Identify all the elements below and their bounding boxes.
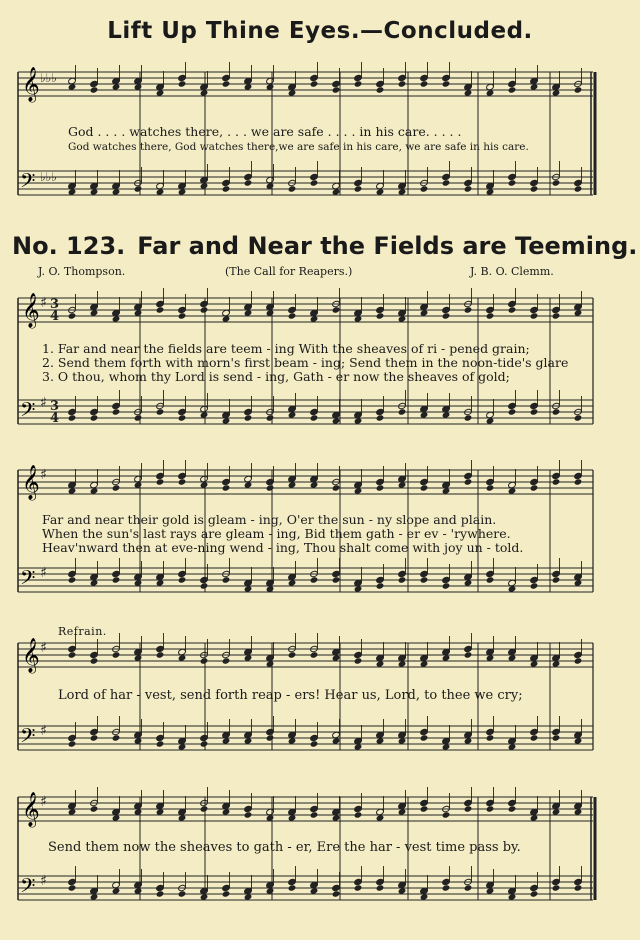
note-head bbox=[156, 734, 165, 741]
note-head bbox=[486, 570, 495, 577]
note-head bbox=[134, 185, 143, 192]
staff-treble-1 bbox=[18, 293, 593, 329]
note-head bbox=[178, 576, 187, 583]
note-head bbox=[288, 312, 297, 319]
note-head bbox=[112, 651, 121, 658]
note-head bbox=[530, 179, 539, 186]
note-head bbox=[574, 478, 583, 485]
note-head bbox=[442, 878, 451, 885]
note-head bbox=[112, 734, 121, 741]
note-head bbox=[464, 306, 473, 313]
staff-treble-4 bbox=[18, 792, 593, 828]
note-head bbox=[398, 408, 407, 415]
note-head bbox=[354, 884, 363, 891]
note-head bbox=[90, 728, 99, 735]
note-head bbox=[464, 805, 473, 812]
svg-text:♯: ♯ bbox=[40, 873, 47, 889]
staff-treble-3 bbox=[18, 638, 593, 674]
note-head bbox=[288, 306, 297, 313]
note-head bbox=[420, 478, 429, 485]
note-head bbox=[244, 805, 253, 812]
note-head bbox=[68, 884, 77, 891]
note-head bbox=[156, 740, 165, 747]
note-head bbox=[508, 799, 517, 806]
svg-text:3: 3 bbox=[50, 399, 60, 414]
note-head bbox=[486, 805, 495, 812]
note-head bbox=[310, 179, 319, 186]
composer: J. B. O. Clemm. bbox=[470, 265, 554, 278]
note-head bbox=[552, 408, 561, 415]
note-head bbox=[508, 179, 517, 186]
top-lyrics-line-2: God watches there, God watches there,we are safe in his care, we are safe in his care. bbox=[68, 141, 529, 153]
note-head bbox=[552, 878, 561, 885]
note-head bbox=[376, 80, 385, 87]
note-head bbox=[376, 306, 385, 313]
note-head bbox=[508, 306, 517, 313]
note-head bbox=[354, 179, 363, 186]
staff-treble-a bbox=[18, 67, 593, 103]
note-head bbox=[68, 414, 77, 421]
note-head bbox=[376, 478, 385, 485]
note-head bbox=[310, 80, 319, 87]
note-head bbox=[310, 173, 319, 180]
note-head bbox=[574, 179, 583, 186]
note-head bbox=[552, 306, 561, 313]
note-head bbox=[508, 300, 517, 307]
note-head bbox=[222, 478, 231, 485]
note-head bbox=[310, 74, 319, 81]
note-head bbox=[508, 805, 517, 812]
note-head bbox=[530, 478, 539, 485]
note-head bbox=[310, 414, 319, 421]
note-head bbox=[332, 576, 341, 583]
note-head bbox=[266, 414, 275, 421]
note-head bbox=[508, 402, 517, 409]
note-head bbox=[178, 414, 187, 421]
note-head bbox=[508, 408, 517, 415]
note-head bbox=[442, 312, 451, 319]
note-head bbox=[530, 728, 539, 735]
note-head bbox=[442, 74, 451, 81]
note-head bbox=[112, 576, 121, 583]
note-head bbox=[420, 570, 429, 577]
staff-bass-2 bbox=[18, 566, 593, 594]
note-head bbox=[530, 408, 539, 415]
note-head bbox=[552, 478, 561, 485]
note-head bbox=[574, 657, 583, 664]
note-head bbox=[178, 306, 187, 313]
note-head bbox=[420, 734, 429, 741]
note-head bbox=[156, 300, 165, 307]
staff-treble-2 bbox=[18, 465, 593, 501]
note-head bbox=[266, 484, 275, 491]
note-head bbox=[200, 657, 209, 664]
note-head bbox=[90, 86, 99, 93]
note-head bbox=[68, 408, 77, 415]
note-head bbox=[310, 576, 319, 583]
note-head bbox=[178, 570, 187, 577]
note-head bbox=[486, 728, 495, 735]
note-head bbox=[508, 173, 517, 180]
system2-verse2: When the sun's last rays are gleam - ing, Bid them gath - er ev - 'rywhere. bbox=[42, 526, 511, 541]
note-head bbox=[222, 884, 231, 891]
note-head bbox=[288, 651, 297, 658]
note-head bbox=[398, 570, 407, 577]
note-head bbox=[530, 582, 539, 589]
note-head bbox=[486, 734, 495, 741]
note-head bbox=[420, 576, 429, 583]
note-head bbox=[376, 86, 385, 93]
note-head bbox=[222, 576, 231, 583]
note-head bbox=[420, 74, 429, 81]
note-head bbox=[464, 651, 473, 658]
note-head bbox=[178, 408, 187, 415]
note-head bbox=[464, 645, 473, 652]
note-head bbox=[310, 408, 319, 415]
staff-bass-4 bbox=[18, 874, 593, 902]
note-head bbox=[354, 878, 363, 885]
hymn-title: Far and Near the Fields are Teeming. bbox=[137, 232, 638, 260]
note-head bbox=[266, 478, 275, 485]
note-head bbox=[354, 651, 363, 658]
note-head bbox=[222, 890, 231, 897]
hymn-heading bbox=[12, 232, 637, 260]
note-head bbox=[376, 414, 385, 421]
note-head bbox=[200, 734, 209, 741]
note-head bbox=[376, 878, 385, 885]
note-head bbox=[552, 576, 561, 583]
system1-verse3: 3. O thou, whom thy Lord is send - ing, Gath - er now the sheaves of gold; bbox=[42, 369, 510, 384]
note-head bbox=[112, 402, 121, 409]
svg-text:4: 4 bbox=[50, 309, 60, 324]
system1-verse2: 2. Send them forth with morn's first beam - ing; Send them in the noon-tide's glare bbox=[42, 355, 569, 370]
note-head bbox=[442, 80, 451, 87]
note-head bbox=[90, 657, 99, 664]
note-head bbox=[178, 312, 187, 319]
note-head bbox=[376, 576, 385, 583]
note-head bbox=[222, 74, 231, 81]
note-head bbox=[486, 484, 495, 491]
note-head bbox=[310, 651, 319, 658]
note-head bbox=[178, 890, 187, 897]
refrain-label: Refrain. bbox=[58, 625, 107, 638]
note-head bbox=[376, 582, 385, 589]
note-head bbox=[310, 734, 319, 741]
note-head bbox=[486, 312, 495, 319]
note-head bbox=[486, 306, 495, 313]
staff-bass-3 bbox=[18, 724, 593, 752]
svg-text:𝄢: 𝄢 bbox=[20, 169, 36, 197]
note-head bbox=[442, 173, 451, 180]
note-head bbox=[574, 472, 583, 479]
note-head bbox=[68, 740, 77, 747]
note-head bbox=[68, 570, 77, 577]
note-head bbox=[112, 484, 121, 491]
note-head bbox=[464, 185, 473, 192]
note-head bbox=[288, 884, 297, 891]
note-head bbox=[464, 472, 473, 479]
note-head bbox=[574, 414, 583, 421]
svg-text:𝄢: 𝄢 bbox=[20, 874, 36, 902]
note-head bbox=[442, 179, 451, 186]
note-head bbox=[420, 80, 429, 87]
note-head bbox=[420, 484, 429, 491]
note-head bbox=[486, 576, 495, 583]
note-head bbox=[508, 86, 517, 93]
hymn-number: No. 123. bbox=[12, 232, 126, 260]
system2-verse3: Heav'nward then at eve-ning wend - ing, Thou shalt come with joy un - told. bbox=[42, 540, 524, 555]
note-head bbox=[486, 799, 495, 806]
note-head bbox=[266, 728, 275, 735]
note-head bbox=[200, 576, 209, 583]
note-head bbox=[530, 402, 539, 409]
note-head bbox=[178, 472, 187, 479]
note-head bbox=[310, 811, 319, 818]
note-head bbox=[332, 884, 341, 891]
note-head bbox=[464, 884, 473, 891]
note-head bbox=[420, 185, 429, 192]
note-head bbox=[354, 657, 363, 664]
svg-text:𝄞: 𝄞 bbox=[22, 293, 40, 328]
note-head bbox=[354, 74, 363, 81]
note-head bbox=[222, 185, 231, 192]
note-head bbox=[200, 805, 209, 812]
note-head bbox=[420, 728, 429, 735]
note-head bbox=[552, 728, 561, 735]
note-head bbox=[354, 811, 363, 818]
note-head bbox=[464, 414, 473, 421]
note-head bbox=[90, 805, 99, 812]
note-head bbox=[90, 651, 99, 658]
top-title: Lift Up Thine Eyes.—Concluded. bbox=[107, 18, 533, 44]
svg-text:𝄞: 𝄞 bbox=[22, 792, 40, 827]
note-head bbox=[442, 582, 451, 589]
note-head bbox=[420, 805, 429, 812]
note-head bbox=[200, 306, 209, 313]
note-head bbox=[68, 576, 77, 583]
note-head bbox=[68, 734, 77, 741]
top-lyrics-line-1: God . . . . watches there, . . . we are safe . . . . in his care. . . . . bbox=[68, 124, 462, 139]
note-head bbox=[90, 80, 99, 87]
note-head bbox=[376, 312, 385, 319]
note-head bbox=[508, 80, 517, 87]
note-head bbox=[574, 884, 583, 891]
note-head bbox=[200, 582, 209, 589]
note-head bbox=[332, 86, 341, 93]
note-head bbox=[354, 805, 363, 812]
note-head bbox=[222, 657, 231, 664]
note-head bbox=[332, 80, 341, 87]
svg-text:𝄢: 𝄢 bbox=[20, 398, 36, 426]
staff-bass-a bbox=[18, 169, 593, 197]
note-head bbox=[552, 312, 561, 319]
note-head bbox=[90, 408, 99, 415]
note-head bbox=[222, 484, 231, 491]
note-head bbox=[574, 651, 583, 658]
note-head bbox=[68, 645, 77, 652]
note-head bbox=[310, 740, 319, 747]
note-head bbox=[552, 472, 561, 479]
svg-text:𝄞: 𝄞 bbox=[22, 465, 40, 500]
note-head bbox=[354, 185, 363, 192]
svg-text:♭♭♭: ♭♭♭ bbox=[40, 170, 57, 184]
note-head bbox=[200, 300, 209, 307]
svg-text:𝄞: 𝄞 bbox=[22, 638, 40, 673]
note-head bbox=[464, 179, 473, 186]
note-head bbox=[376, 484, 385, 491]
note-head bbox=[112, 570, 121, 577]
lyricist: J. O. Thompson. bbox=[38, 265, 126, 278]
note-head bbox=[530, 484, 539, 491]
note-head bbox=[530, 884, 539, 891]
svg-text:𝄞: 𝄞 bbox=[22, 67, 40, 102]
note-head bbox=[156, 884, 165, 891]
note-head bbox=[68, 878, 77, 885]
note-head bbox=[574, 86, 583, 93]
note-head bbox=[178, 74, 187, 81]
note-head bbox=[332, 570, 341, 577]
note-head bbox=[244, 414, 253, 421]
note-head bbox=[244, 811, 253, 818]
note-head bbox=[420, 799, 429, 806]
note-head bbox=[156, 472, 165, 479]
note-head bbox=[288, 878, 297, 885]
note-head bbox=[530, 576, 539, 583]
note-head bbox=[574, 878, 583, 885]
note-head bbox=[244, 408, 253, 415]
note-head bbox=[332, 306, 341, 313]
note-head bbox=[486, 478, 495, 485]
note-head bbox=[442, 576, 451, 583]
note-head bbox=[354, 80, 363, 87]
svg-text:♭♭♭: ♭♭♭ bbox=[40, 71, 57, 85]
note-head bbox=[112, 408, 121, 415]
note-head bbox=[156, 408, 165, 415]
note-head bbox=[464, 799, 473, 806]
note-head bbox=[464, 478, 473, 485]
note-head bbox=[244, 179, 253, 186]
note-head bbox=[530, 185, 539, 192]
note-head bbox=[266, 734, 275, 741]
note-head bbox=[398, 80, 407, 87]
note-head bbox=[288, 185, 297, 192]
svg-text:♯: ♯ bbox=[40, 467, 47, 483]
note-head bbox=[90, 734, 99, 741]
note-head bbox=[530, 734, 539, 741]
note-head bbox=[134, 414, 143, 421]
note-head bbox=[552, 734, 561, 741]
system2-verse1: Far and near their gold is gleam - ing, O'er the sun - ny slope and plain. bbox=[42, 512, 497, 527]
note-head bbox=[200, 740, 209, 747]
note-head bbox=[398, 74, 407, 81]
note-head bbox=[376, 408, 385, 415]
staff-bass-1 bbox=[18, 398, 593, 426]
note-head bbox=[574, 185, 583, 192]
svg-text:♯: ♯ bbox=[40, 395, 47, 411]
svg-text:3: 3 bbox=[50, 297, 60, 312]
note-head bbox=[90, 414, 99, 421]
note-head bbox=[68, 312, 77, 319]
note-head bbox=[530, 890, 539, 897]
note-head bbox=[222, 80, 231, 87]
note-head bbox=[376, 884, 385, 891]
note-head bbox=[552, 179, 561, 186]
note-head bbox=[244, 173, 253, 180]
note-head bbox=[530, 306, 539, 313]
system3-lyrics: Lord of har - vest, send forth reap - ers! Hear us, Lord, to thee we cry; bbox=[58, 688, 523, 703]
note-head bbox=[156, 890, 165, 897]
system4-lyrics: Send them now the sheaves to gath - er, Ere the har - vest time pass by. bbox=[48, 840, 521, 855]
note-head bbox=[156, 651, 165, 658]
note-head bbox=[222, 179, 231, 186]
svg-text:♯: ♯ bbox=[40, 565, 47, 581]
svg-text:𝄢: 𝄢 bbox=[20, 724, 36, 752]
note-head bbox=[442, 306, 451, 313]
svg-text:♯: ♯ bbox=[40, 794, 47, 810]
svg-text:4: 4 bbox=[50, 411, 60, 426]
note-head bbox=[310, 805, 319, 812]
svg-text:𝄢: 𝄢 bbox=[20, 566, 36, 594]
note-head bbox=[332, 484, 341, 491]
note-head bbox=[156, 478, 165, 485]
note-head bbox=[552, 884, 561, 891]
svg-text:♯: ♯ bbox=[40, 295, 47, 311]
note-head bbox=[398, 576, 407, 583]
note-head bbox=[530, 312, 539, 319]
note-head bbox=[552, 570, 561, 577]
note-head bbox=[442, 811, 451, 818]
note-head bbox=[332, 890, 341, 897]
note-head bbox=[178, 478, 187, 485]
note-head bbox=[68, 651, 77, 658]
note-head bbox=[442, 884, 451, 891]
svg-text:♯: ♯ bbox=[40, 640, 47, 656]
note-head bbox=[156, 306, 165, 313]
hymn-subtitle: (The Call for Reapers.) bbox=[225, 265, 353, 278]
system1-verse1: 1. Far and near the fields are teem - ing With the sheaves of ri - pened grain; bbox=[42, 341, 530, 356]
note-head bbox=[178, 80, 187, 87]
svg-text:♯: ♯ bbox=[40, 723, 47, 739]
note-head bbox=[156, 645, 165, 652]
